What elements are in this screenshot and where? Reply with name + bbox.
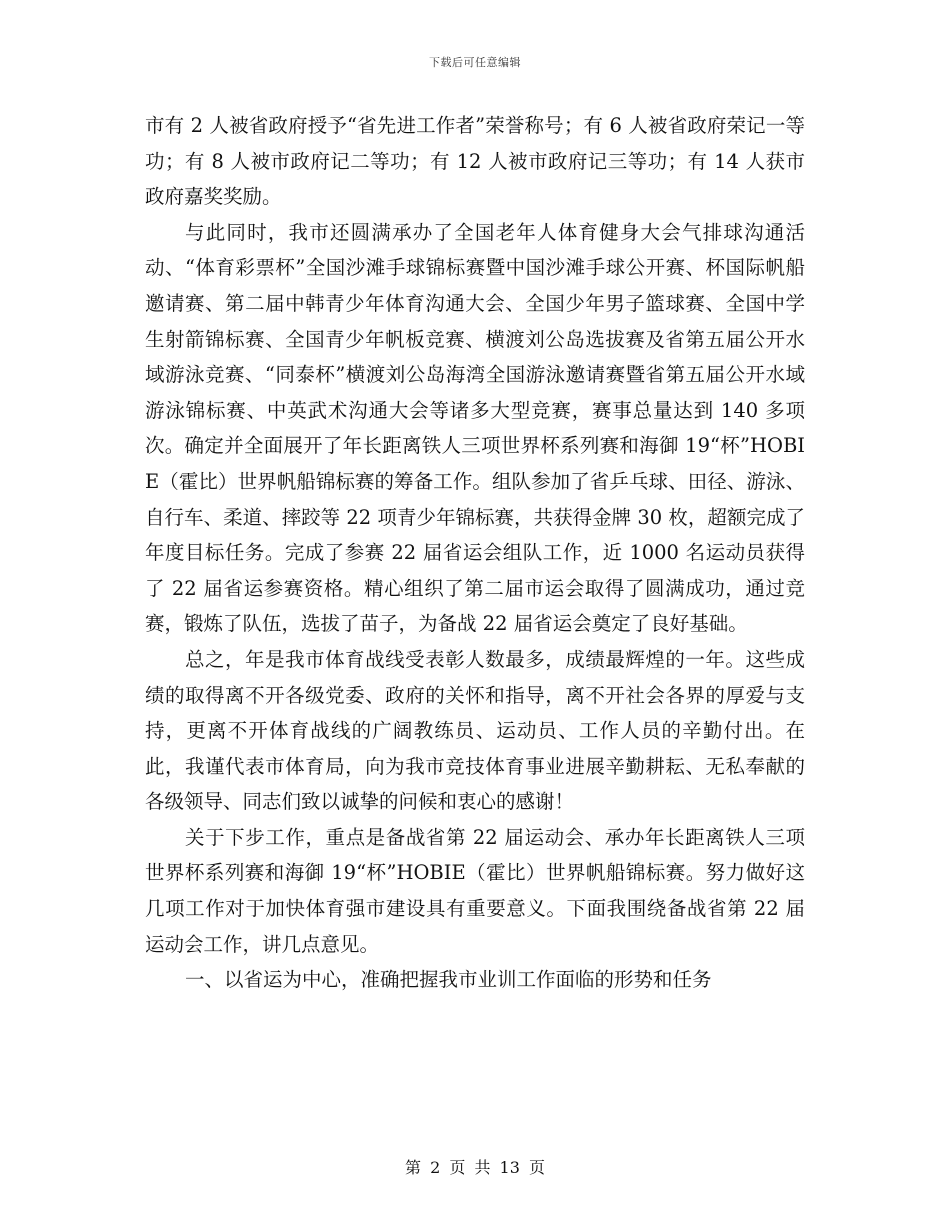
paragraph-next-steps: 关于下步工作，重点是备战省第 22 届运动会、承办年长距离铁人三项世界杯系列赛和海御 19“杯”HOBIE（霍比）世界帆船锦标赛。努力做好这几项工作对于加快体育强市建设具有重要意义。下面我围绕备战省第 22 届运动会工作，讲几点意见。	[145, 825, 805, 956]
section-heading-one: 一、以省运为中心，准确把握我市业训工作面临的形势和任务	[185, 968, 712, 992]
page-header: 下载后可任意编辑	[429, 56, 521, 69]
paragraph-summary: 总之，年是我市体育战线受表彰人数最多，成绩最辉煌的一年。这些成绩的取得离不开各级党委、政府的关怀和指导，离不开社会各界的厚爱与支持，更离不开体育战线的广阔教练员、运动员、工作人员的辛勤付出。在此，我谨代表市体育局，向为我市竞技体育事业进展辛勤耕耘、无私奉献的各级领导、同志们致以诚挚的问候和衷心的感谢！	[145, 647, 805, 814]
page-number-footer: 第 2 页 共 13 页	[405, 1158, 545, 1177]
body-text	[145, 108, 805, 998]
paragraph-awards: 市有 2 人被省政府授予“省先进工作者”荣誉称号；有 6 人被省政府荣记一等功；有 8 人被市政府记二等功；有 12 人被市政府记三等功；有 14 人获市政府嘉奖奖励。	[145, 114, 805, 209]
paragraph-events: 与此同时，我市还圆满承办了全国老年人体育健身大会气排球沟通活动、“体育彩票杯”全国沙滩手球锦标赛暨中国沙滩手球公开赛、杯国际帆船邀请赛、第二届中韩青少年体育沟通大会、全国少年男子篮球赛、全国中学生射箭锦标赛、全国青少年帆板竞赛、横渡刘公岛选拔赛及省第五届公开水域游泳竞赛、“同泰杯”横渡刘公岛海湾全国游泳邀请赛暨省第五届公开水域游泳锦标赛、中英武术沟通大会等诸多大型竞赛，赛事总量达到 140 多项次。确定并全面展开了年长距离铁人三项世界杯系列赛和海御 19“杯”HOBIE（霍比）世界帆船锦标赛的筹备工作。组队参加了省乒乓球、田径、游泳、自行车、柔道、摔跤等 22 项青少年锦标赛，共获得金牌 30 枚，超额完成了年度目标任务。完成了参赛 22 届省运会组队工作，近 1000 名运动员获得了 22 届省运参赛资格。精心组织了第二届市运会取得了圆满成功，通过竞赛，锻炼了队伍，选拔了苗子，为备战 22 届省运会奠定了良好基础。	[145, 220, 805, 636]
